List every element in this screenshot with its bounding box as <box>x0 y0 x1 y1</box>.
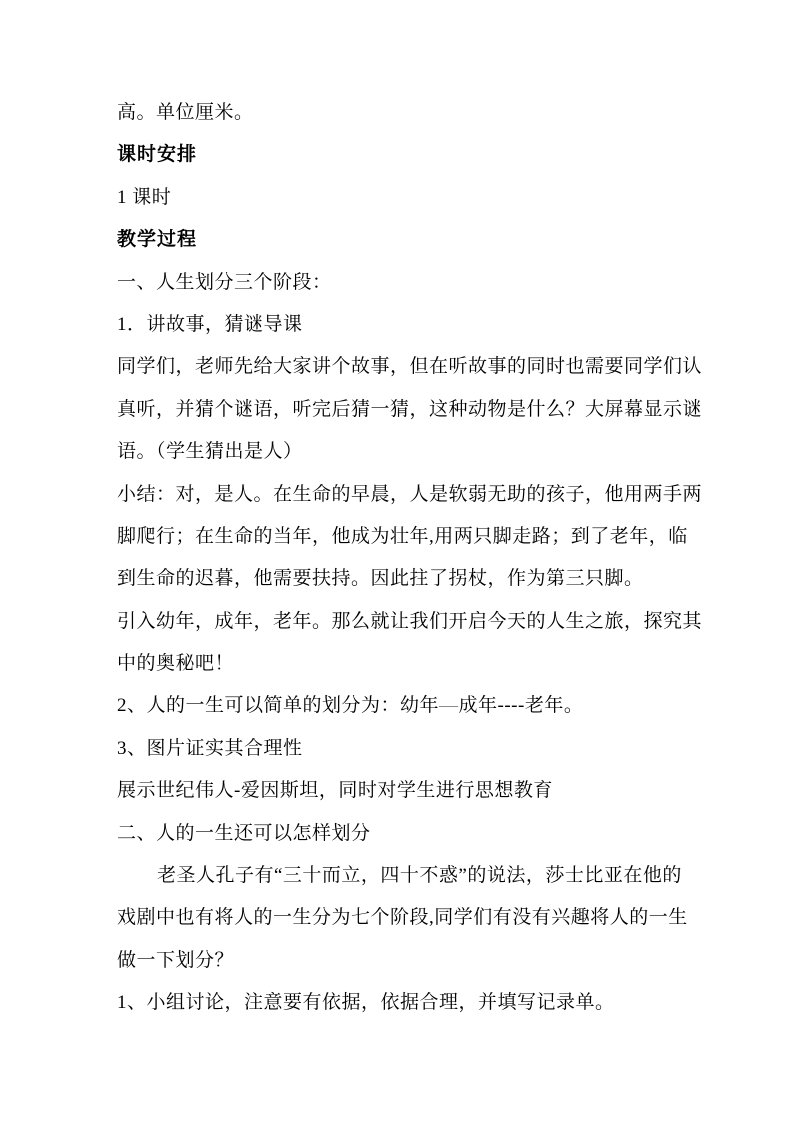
text-line: 一、人生划分三个阶段： <box>117 271 332 293</box>
text-line: 真听，并猜个谜语，听完后猜一猜，这种动物是什么？大屏幕显示谜 <box>117 398 703 420</box>
text-line: 老圣人孔子有“三十而立，四十不惑”的说法，莎士比亚在他的 <box>157 865 682 887</box>
text-line: 1 课时 <box>117 186 172 208</box>
text-line: 戏剧中也有将人的一生分为七个阶段,同学们有没有兴趣将人的一生 <box>117 907 688 929</box>
text-line: 做一下划分？ <box>117 949 235 971</box>
text-line: 3、图片证实其合理性 <box>117 737 303 759</box>
text-line: 二、人的一生还可以怎样划分 <box>117 822 371 844</box>
text-line: 语。（学生猜出是人） <box>117 441 303 463</box>
text-segment: 成年----老年。 <box>458 695 584 717</box>
text-line: 展示世纪伟人-爱因斯坦，同时对学生进行思想教育 <box>117 780 553 802</box>
text-line: 引入幼年，成年，老年。那么就让我们开启今天的人生之旅，探究其 <box>117 610 703 632</box>
text-line: 同学们，老师先给大家讲个故事，但在听故事的同时也需要同学们认 <box>117 356 703 378</box>
text-line <box>117 696 679 716</box>
heading-line: 教学过程 <box>117 229 198 251</box>
text-line: 高。单位厘米。 <box>117 102 254 123</box>
gray-em-dash: — <box>439 695 459 717</box>
heading-line: 课时安排 <box>117 144 198 166</box>
document-body <box>117 102 703 1014</box>
text-line: 1、小组讨论，注意要有依据，依据合理，并填写记录单。 <box>117 992 615 1014</box>
text-line: 1．讲故事，猜谜导课 <box>117 313 303 335</box>
text-line: 脚爬行；在生命的当年，他成为壮年,用两只脚走路；到了老年，临 <box>117 525 688 547</box>
text-segment: 2、人的一生可以简单的划分为：幼年 <box>117 695 440 717</box>
text-line: 到生命的迟暮，他需要扶持。因此拄了拐杖，作为第三只脚。 <box>117 568 644 590</box>
text-line: 中的奥秘吧！ <box>117 653 235 675</box>
text-line: 小结：对，是人。在生命的早晨，人是软弱无助的孩子，他用两手两 <box>117 483 703 505</box>
